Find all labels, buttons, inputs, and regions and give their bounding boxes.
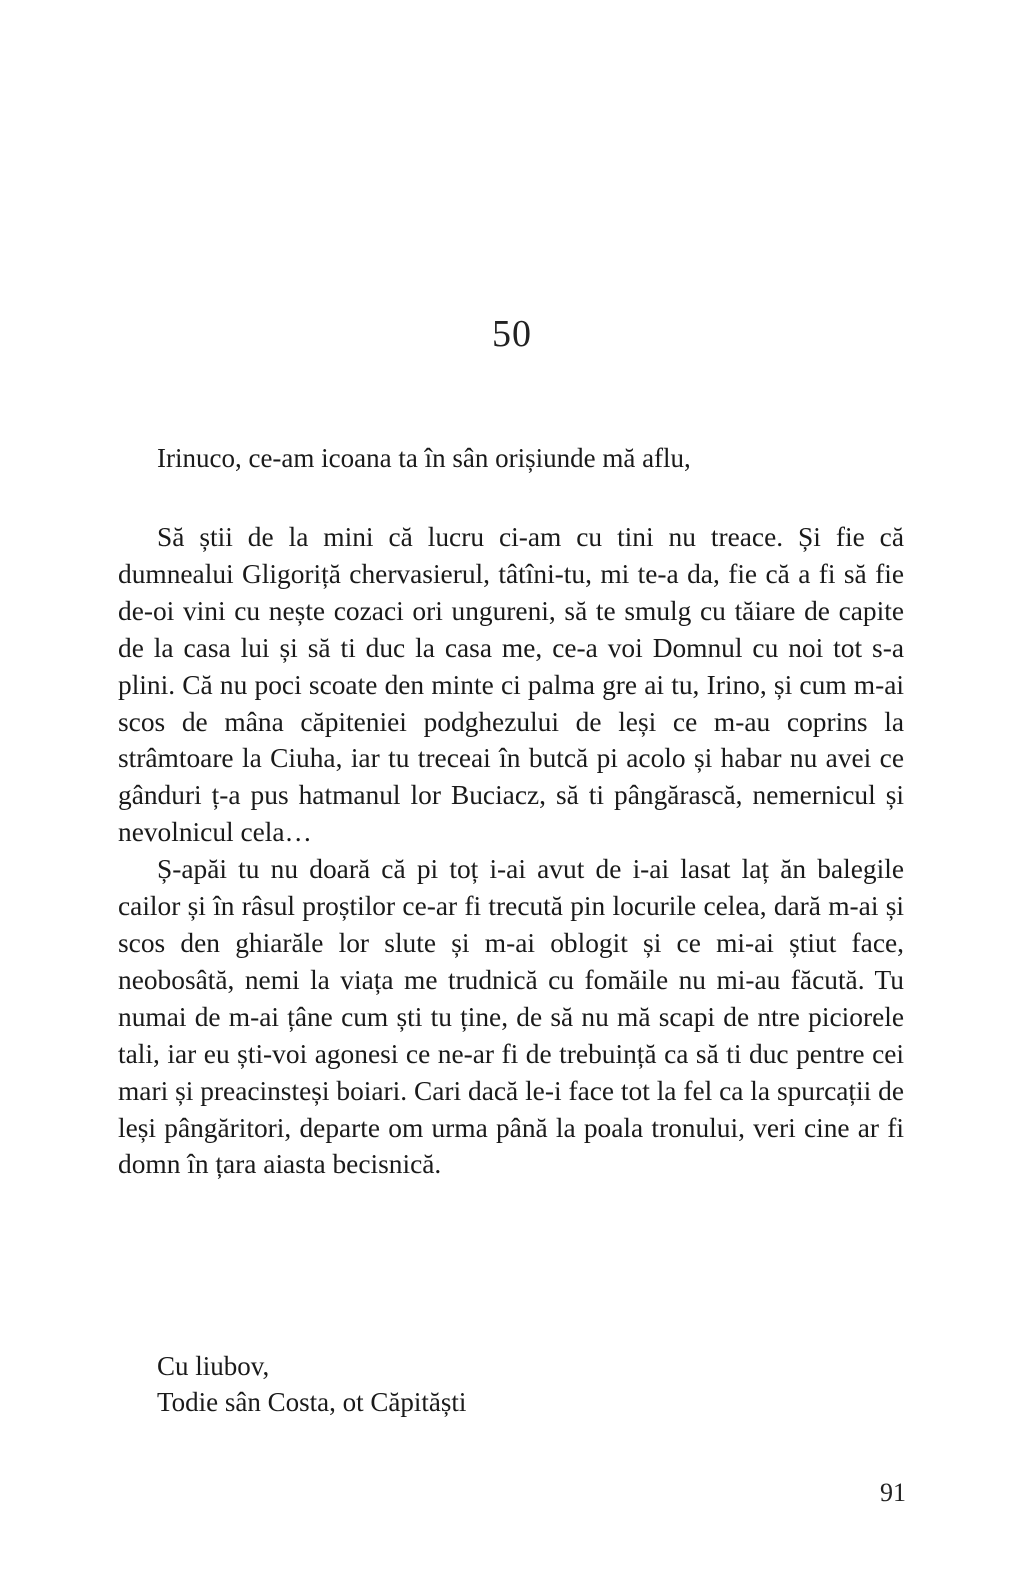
letter-salutation: Irinuco, ce-am icoana ta în sân orișiunde mă aflu, xyxy=(157,443,691,473)
chapter-number: 50 xyxy=(492,313,532,355)
letter-paragraph: Să știi de la mini că lucru ci-am cu tini nu treace. Și fie că dumnealui Gligoriță chervasierul, tâtîni-tu, mi te-a da, fie că a fi să fie de-oi vini cu nește cozaci ori ungureni, să te smulg cu tăiare de capite de la casa lui și să ti duc la casa me, ce-a voi Domnul cu noi tot s-a plini. Că nu poci scoate den minte ci palma gre ai tu, Irino, și cum m-ai scos de mâna căpiteniei podghezului de leși ce m-au coprins la strâmtoare la Ciuha, iar tu treceai în butcă pi acolo și habar nu avei ce gânduri ț-a pus hatmanul lor Buciacz, să ti pângărască, nemernicul și nevolnicul cela… xyxy=(118,522,904,848)
letter-paragraph: Ș-apăi tu nu doară că pi toț i-ai avut de i-ai lasat laț ăn balegile cailor și în râsul proștilor ce-ar fi trecută pin locurile celea, dară m-ai și scos den ghiarăle lor slute și m-ai oblogit și ce mi-ai știut face, neobosâtă, nemi la viața me trudnică cu fomăile nu mi-au făcută. Tu numai de m-ai țâne cum ști tu ține, de să nu mă scapi de ntre piciorele tali, iar eu ști-voi agonesi ce ne-ar fi de trebuință ca să ti duc pentre cei mari și preacinsteși boiari. Cari dacă le-i face tot la fel ca la spurcații de leși pângăritori, departe om urma până la poala tronului, veri cine ar fi domn în țara aiasta becisnică. xyxy=(118,854,904,1180)
page-number: 91 xyxy=(880,1478,906,1507)
signature: Todie sân Costa, ot Căpităști xyxy=(157,1387,467,1417)
letter-body xyxy=(118,519,904,1183)
letter-closing xyxy=(157,1348,466,1420)
closing-line: Cu liubov, xyxy=(157,1351,270,1381)
